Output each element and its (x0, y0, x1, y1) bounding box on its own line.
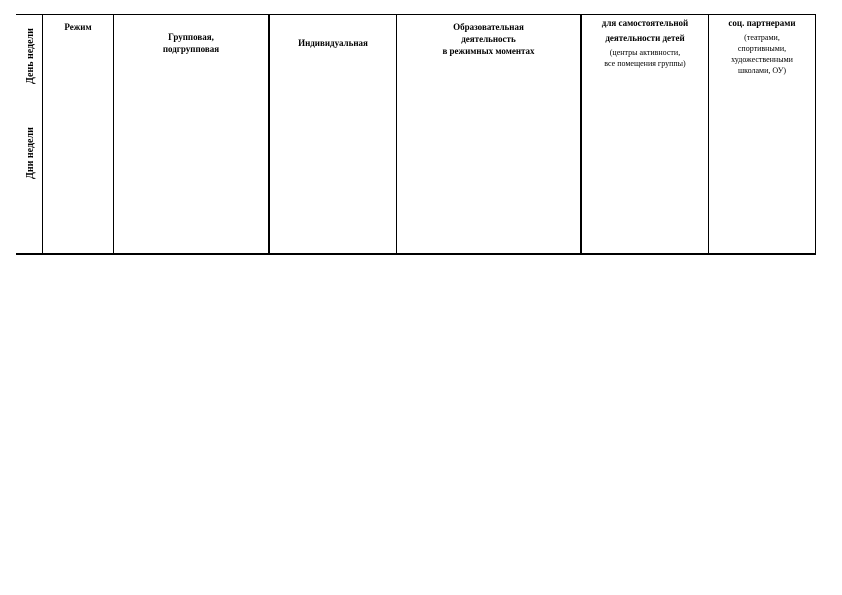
header-partners-subline: (театрами, (744, 33, 780, 42)
header-independent-subline: (центры активности, (609, 48, 681, 57)
header-independent-line: для самостоятельной (601, 18, 689, 28)
header-independent-line: деятельности детей (605, 33, 685, 43)
column-divider (815, 14, 816, 255)
planning-table (16, 14, 816, 255)
header-educational-line: деятельность (461, 34, 516, 44)
header-educational (397, 14, 580, 260)
header-regime-text: Режим (64, 22, 92, 32)
header-educational-line: Образовательная (453, 22, 524, 32)
header-group (114, 14, 268, 270)
header-partners-line: соц. партнерами (728, 18, 796, 28)
header-partners-subline: школами, ОУ) (737, 66, 787, 75)
header-partners-subline: спортивными, (737, 44, 787, 53)
header-group-line: подгрупповая (162, 44, 220, 54)
header-educational-line: в режимных моментах (442, 46, 535, 56)
header-independent-subline: все помещения группы) (604, 59, 686, 68)
header-regime (43, 14, 113, 260)
days-of-week-label: Дни недели (25, 127, 36, 179)
header-partners (709, 14, 815, 256)
header-group-line: Групповая, (168, 32, 214, 42)
header-individual-text: Индивидуальная (298, 38, 368, 48)
header-individual (270, 14, 396, 276)
header-independent (582, 14, 708, 256)
header-partners-subline: художественными (731, 55, 793, 64)
day-of-week-label: День недели (25, 28, 36, 84)
